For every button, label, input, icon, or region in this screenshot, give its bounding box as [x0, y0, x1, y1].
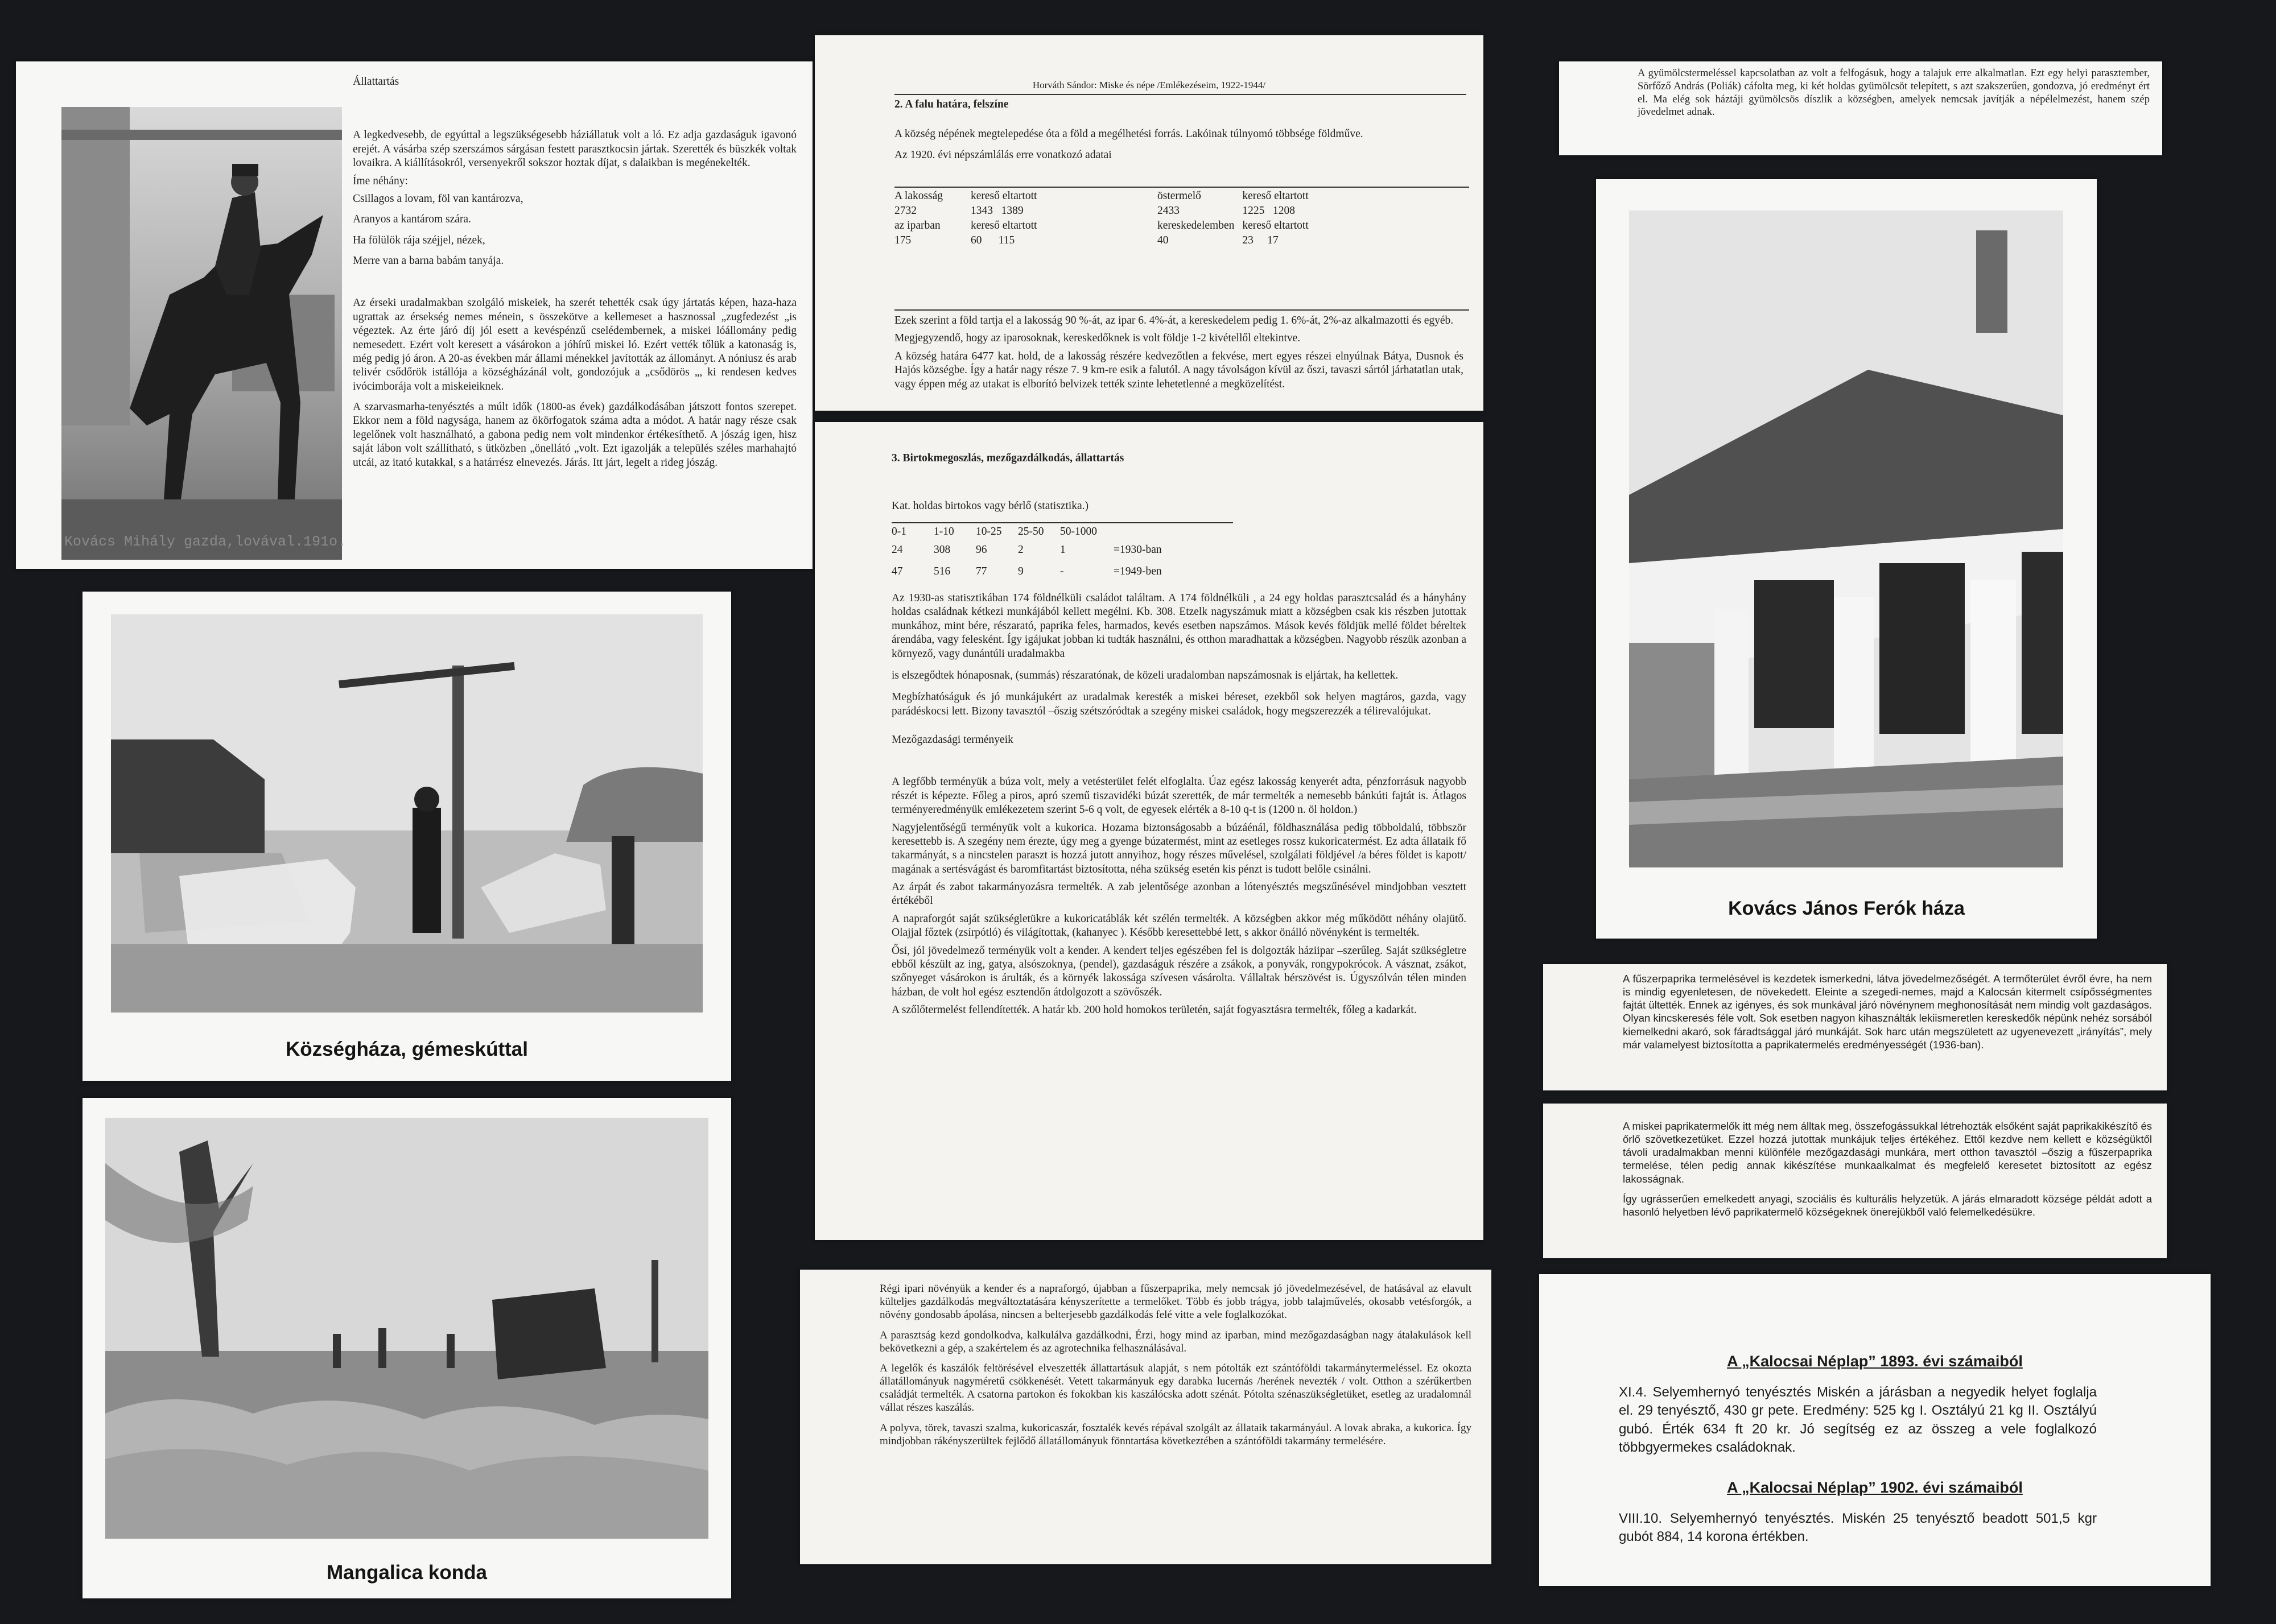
memoir-header: Horváth Sándor: Miske és népe /Emlékezéseim, 1922-1944/ — [1032, 80, 1266, 90]
paragraph: A község népének megtelepedése óta a föld a megélhetési forrás. Lakóinak túlnyomó többsége földműve. — [894, 128, 1363, 141]
mangalica-herd-card — [83, 1098, 731, 1598]
verse-line: Merre van a barna babám tanyája. — [353, 255, 504, 267]
verse-intro: Íme néhány: — [353, 175, 408, 187]
paragraph: A szőlőtermelést fellendítették. A határ kb. 200 hold homokos területén, saját fogyasztásra termelték, főleg a kadarkát. — [892, 1004, 1417, 1016]
table-row: 24 308 96 2 1 =1930-ban — [892, 544, 1162, 556]
paragraph: Az érseki uradalmakban szolgáló miskeiek, ha szerét tehették csak úgy jártatás képen, haza-haza ugrattak az érsekség nemes ménein, s összekötve a kellemeset a hasznossal „zugfedezést „is végeztek. Az érte járó díj jól esett a kevéspénzű cselédembernek, a miskei lóállomány pedig nemesedett. Ezért volt keresett a vásárokon a jóhírű miskei ló. Ezért vették tőlük a katonaság is, még pedig jó áron. A 20-as években már állami ménekkel javították az állományt. A nóniusz és arab telivér csődőrök istállója a községházánál volt, gondozójuk a „csődörös „, ki rendesen kedves ivócimborája volt a miskeieiknek. — [353, 297, 797, 392]
paragraph: A fűszerpaprika termelésével is kezdetek ismerkedni, látva jövedelmezőségét. A termőterület évről évre, ha nem is mindig egyenletesen, de növekedett. Eleinte a szegedi-nemes, majd a Kalocsán kitermelt csípősségmentes fajtát ültették. Ennek az igényes, és sok munkával járó növénynem meghonosítását nem mindig volt gazdaságos. Olyan kincskeresés féle volt. Sok esetben nagyon kihasználták lekiismeretlen kereskedők népünk nehéz sorsából kiemelkedni akaró, sok fáradtsággal járó munkáját. Sok harc után megszületett az ugyenevezett „irányítás”, mely már valamelyest biztosította a paprikatermelés eredményességét (1936-ban). — [1623, 973, 2152, 1051]
table-row: 0-1 1-10 10-25 25-50 50-1000 — [892, 526, 1097, 538]
verse-line: Aranyos a kantárom szára. — [353, 213, 471, 226]
verse-line: Ha fölülök rája széjjel, nézek, — [353, 234, 485, 246]
section-title: Állattartás — [353, 76, 399, 88]
village-hall-photo — [111, 614, 703, 1013]
paragraph: Ezek szerint a föld tartja el a lakosság 90 %-át, az ipar 6. 4%-át, a kereskedelem pedig 1. 6%-át, 2%-az alkalmazotti és egyéb. — [894, 315, 1454, 327]
paragraph: A legfőbb terményük a búza volt, mely a vetésterület felét elfoglalta. Úaz egész lakosság kenyerét adta, pénzforrásuk nagyobb részét is képezte. Főleg a piros, apró szemű tiszavidéki búzát szerették, de már termelték a nemesebb bánkúti fajtát is. Átlagos terményeredményük emlékezetem szerint 5-6 q volt, de egyesek elérték a 8-10 q-t is (1200 n. öl holdon.) — [892, 776, 1466, 816]
paprika-cooperative-card — [1543, 1104, 2167, 1258]
table-row: 47 516 77 9 - =1949-ben — [892, 565, 1162, 577]
newspaper-entry-1893: XI.4. Selyemhernyó tenyésztés Miskén a járásban a negyedik helyet foglalja el. 29 tenyésztő, 430 gr pete. Eredmény: 525 kg I. Osztályú 21 kg II. Osztályú gubó. Érték 634 ft 20 kr. Jó segítség ez az összeg a vele foglalkozó többgyermekes családoknak. — [1619, 1385, 2097, 1456]
table-title: Kat. holdas birtokos vagy bérlő (statisztika.) — [892, 500, 1089, 513]
paragraph: Megbízhatóságuk és jó munkájukért az uradalmak keresték a miskei béreset, ezekből sok helyen magtáros, gazda, vagy parádéskocsi lett. Bizony tavasztól –őszig szétszóródtak a szegény miskei családok, hogy megszerezzék a télirevalójukat. — [892, 691, 1466, 717]
section-heading: 2. A falu határa, felszíne — [894, 98, 1009, 110]
newspaper-title-1893: A „Kalocsai Néplap” 1893. évi számaiból — [1727, 1353, 2023, 1370]
table-row: 175 60 115 40 23 17 — [894, 234, 1279, 246]
newspaper-excerpts-card — [1539, 1274, 2211, 1586]
paragraph: Az árpát és zabot takarmányozásra termelték. A zab jelentősége azonban a lótenyésztés megszűnésével mindjobban vesztett értékéből — [892, 881, 1466, 907]
paragraph: A község határa 6477 kat. hold, de a lakosság részére kedvezőtlen a fekvése, mert egyes részei elnyúlnak Bátya, Dusnok és Hajós községbe. Így a határ nagy része 7. 9 km-re esik a falutól. A nagy távolságon kívül az őszi, tavaszi sártól járhatatlan utak, vagy éppen még az utakat is elborító belvizek tették szinte lehetetlenné a megközelítést. — [894, 350, 1463, 390]
typed-photo-caption: Kovács Mihály gazda,lovával.191o. — [64, 534, 347, 550]
paragraph: Nagyjelentőségű terményük volt a kukorica. Hozama biztonságosabb a búzáénál, földhasználása pedig többoldalú, többször keresettebb is. A szegény nem érezte, úgy meg a gyenge búzatermést, mint az esetleges rossz kukoricatermést. Ez adta állataik fő takarmányát, s a nincstelen paraszt is hozzá jutott annyihoz, hogy részes művelésel, szolgálati földjével /a béres földet is kapott/ magának a sertésvágást és baromfitartást biztosította, néha szükség esetén kis pénzt is tudott belőle csinálni. — [892, 821, 1466, 875]
estate-statistics-table — [892, 524, 1170, 582]
paragraph: Az 1930-as statisztikában 174 földnélküli családot találtam. A 174 földnélküli , a 24 egy holdas parasztcsalád és a hányhány holdas családnak kétkezi munkájából kellett megélni. Kb. 308. Etzelk nagyszámuk miatt a községben csak kis részben jutottak munkához, mint bére, részarató, paprika feles, harmados, kevés esetben napszámos. Mások kevés földjük mellé földet béreltek árendába, vagy felesként. Így igájukat jobban ki tudták használni, és otthon maradhattak a községben. Nagyobb részük azonban a környező, vagy dunántúli uradalmakba — [892, 592, 1466, 660]
pig-herd-photo — [105, 1118, 708, 1539]
village-border-card — [815, 35, 1483, 411]
table-row: az iparban kereső eltartott kereskedelemben kereső eltartott — [894, 220, 1309, 232]
paragraph: A parasztság kezd gondolkodva, kalkulálva gazdálkodni, Érzi, hogy mind az iparban, mind mezőgazdaságban nagy átalakulások kell bekövetkezni a gép, a szakértelem és az agrotechnika felhasználásával. — [880, 1329, 1471, 1354]
census-table — [894, 189, 1325, 248]
paragraph: Így ugrásserűen emelkedett anyagi, szociális és kulturális helyzetük. A járás elmaradott községe példát adott a hasonló helyetben lévő paprikatermelő községeknek önerejükből való felemelkedésükre. — [1623, 1192, 2152, 1218]
section-heading: 3. Birtokmegoszlás, mezőgazdálkodás, állattartás — [892, 452, 1124, 464]
paragraph: A polyva, törek, tavaszi szalma, kukoricaszár, fosztalék kevés répával szolgált az állataik takarmányául. A lovak abraka, a kukorica. Így mindjobban rákényszerültek fejlődő állatállományuk fönntartása következtében a szántóföldi takarmány termelésére. — [880, 1421, 1471, 1447]
farm-house-card — [1596, 179, 2097, 939]
photo-caption: Kovács János Ferók háza — [1728, 898, 1965, 919]
paragraph: Megjegyzendő, hogy az iparosoknak, kereskedőknek is volt földje 1-2 kivétellől eltekintve. — [894, 332, 1301, 345]
paragraph: Ősi, jól jövedelmező terményük volt a kender. A kendert teljes egészében fel is dolgozták háziipar –szerűleg. Saját szükségletre ebből készült az ing, gatya, alsószoknya, (pendel), gazdaságuk részére a zsákok, a ponyvák, rongypokrócok. A vásznat, zsákot, szőnyeget vásárokon is árulták, és a környék lakossága szívesen vásárolta. Vállaltak bérszövést is. Úgyszólván télen minden házban, de volt hol egész esztendőn átdolgozott a szövőszék. — [892, 944, 1466, 998]
paragraph: A szarvasmarha-tenyésztés a múlt idők (1800-as évek) gazdálkodásában játszott fontos szerepet. Ekkor nem a föld nagysága, hanem az ökörfogatok száma adta a módot. A határ nagy része csak legelőnek volt használható, a gabona pedig nem volt mindenkor értékesíthető. A jószág igen, hisz saját lábon volt szállítható, s ütközben „önellátó „volt. Ezt igazolják a település széles marhahajtó utcái, az itató kutakkal, s a határrész elnevezés. Járás. Itt járt, legelt a rideg jószág. — [353, 401, 797, 469]
newspaper-entry-1902: VIII.10. Selyemhernyó tenyésztés. Miskén 25 tenyésztő beadott 501,5 kgr gubót 884, 14 korona értékben. — [1619, 1511, 2097, 1545]
table-row: A lakosság kereső eltartott östermelő kereső eltartott — [894, 190, 1309, 202]
paragraph: A gyümölcstermeléssel kapcsolatban az volt a felfogásuk, hogy a talajuk erre alkalmatlan. Ezt egy helyi parasztember, Sörfőző András (Poliák) cáfolta meg, ki két holdas gyümölcsöt telepített, s azt szakszerűen, gondozva, jó eredményt ért el. Ma elég sok háztáji gyümölcsös díszlik a községben, amelyek nemcsak javítják a népélelmezést, hanem szép jövedelmet adnak. — [1638, 68, 2150, 118]
paragraph: A miskei paprikatermelők itt még nem álltak meg, összefogássukkal létrehozták elsőként saját paprikakikészítő és őrlő szövetkezetüket. Ezzel hozzá jutottak munkájuk teljes értékéhez. Ettől kezdve nem kellett e községüktől távoli uradalmakban menni különféle mezőgazdasági munkára, mert otthon tavasztól –őszig a fűszerpaprika termelése, télen pedig annak kikészítése munkaalkalmat és megfelelő keresetet biztosított az egész lakosságnak. — [1623, 1120, 2152, 1185]
paprika-growing-card — [1543, 964, 2167, 1090]
paragraph: is elszegődtek hónaposnak, (summás) részaratónak, de közeli uradalomban napszámosnak is eljártak, ha kellettek. — [892, 669, 1399, 681]
paragraph: A legkedvesebb, de egyúttal a legszükségesebb háziállatuk volt a ló. Ez adja gazdaságuk igavonó erejét. A vásárba szép szerszámos sárgásan festett parasztkocsin jártak. Szerették és büszkék voltak lovaikra. A kiállításokról, versenyekről sokszor hoztak díjat, s dalaikban is megénekelték. — [353, 129, 797, 170]
paragraph: A legelők és kaszálók feltörésével elveszették állattartásuk alapját, s nem pótolták ezt szántóföldi takarmánytermeléssel. Ez okozta állatállományuk nagyméretű csökkenését. Vetett takarmányuk egy darabka lucernás /herének nevezték / volt. Otthon a szérűkertben családját termelték. A csatorna partokon és fokokban kis kaszálócska adott szénát. Pótolta szénaszükségletüket, esetleg az uradalomnál vállat részes kaszálás. — [880, 1362, 1471, 1414]
paragraph: A napraforgót saját szükségletükre a kukoricatáblák két szélén termelték. A községben akkor még működött néhány olajütő. Olajjal főztek (zsírpótló) és világítottak, (kahanyec ). Később keresettebbé lett, s akkor önálló növényként is termelték. — [892, 912, 1466, 939]
photo-caption: Községháza, gémeskúttal — [286, 1038, 528, 1060]
paragraph: Régi ipari növényük a kender és a napraforgó, újabban a fűszerpaprika, mely nemcsak jó jövedelmezésével, de hatásával az elavult külteljes gazdálkodás megváltoztatására kényszerítette a termelőket. Több és jobb trágya, jobb talajművelés, okosabb vetésforgók, a növény gondosabb ápolása, nincsen a belterjesebb gazdálkodás felé vitte a vele foglalkozókat. — [880, 1283, 1471, 1321]
photo-caption: Mangalica konda — [326, 1561, 488, 1584]
subheading: Mezőgazdasági terményeik — [892, 734, 1013, 746]
industrial-crops-card — [800, 1270, 1491, 1564]
animal-husbandry-card — [16, 61, 813, 569]
newspaper-title-1902: A „Kalocsai Néplap” 1902. évi számaiból — [1727, 1479, 2023, 1496]
fruit-growing-card — [1559, 61, 2162, 155]
census-title: Az 1920. évi népszámlálás erre vonatkozó adatai — [894, 148, 1112, 161]
farm-house-photo — [1629, 210, 2063, 867]
horse-rider-photo — [61, 107, 342, 560]
land-distribution-card — [815, 422, 1483, 1240]
verse-line: Csillagos a lovam, föl van kantározva, — [353, 192, 523, 205]
table-row: 2732 1343 1389 2433 1225 1208 — [894, 205, 1295, 217]
village-hall-card — [83, 592, 731, 1081]
